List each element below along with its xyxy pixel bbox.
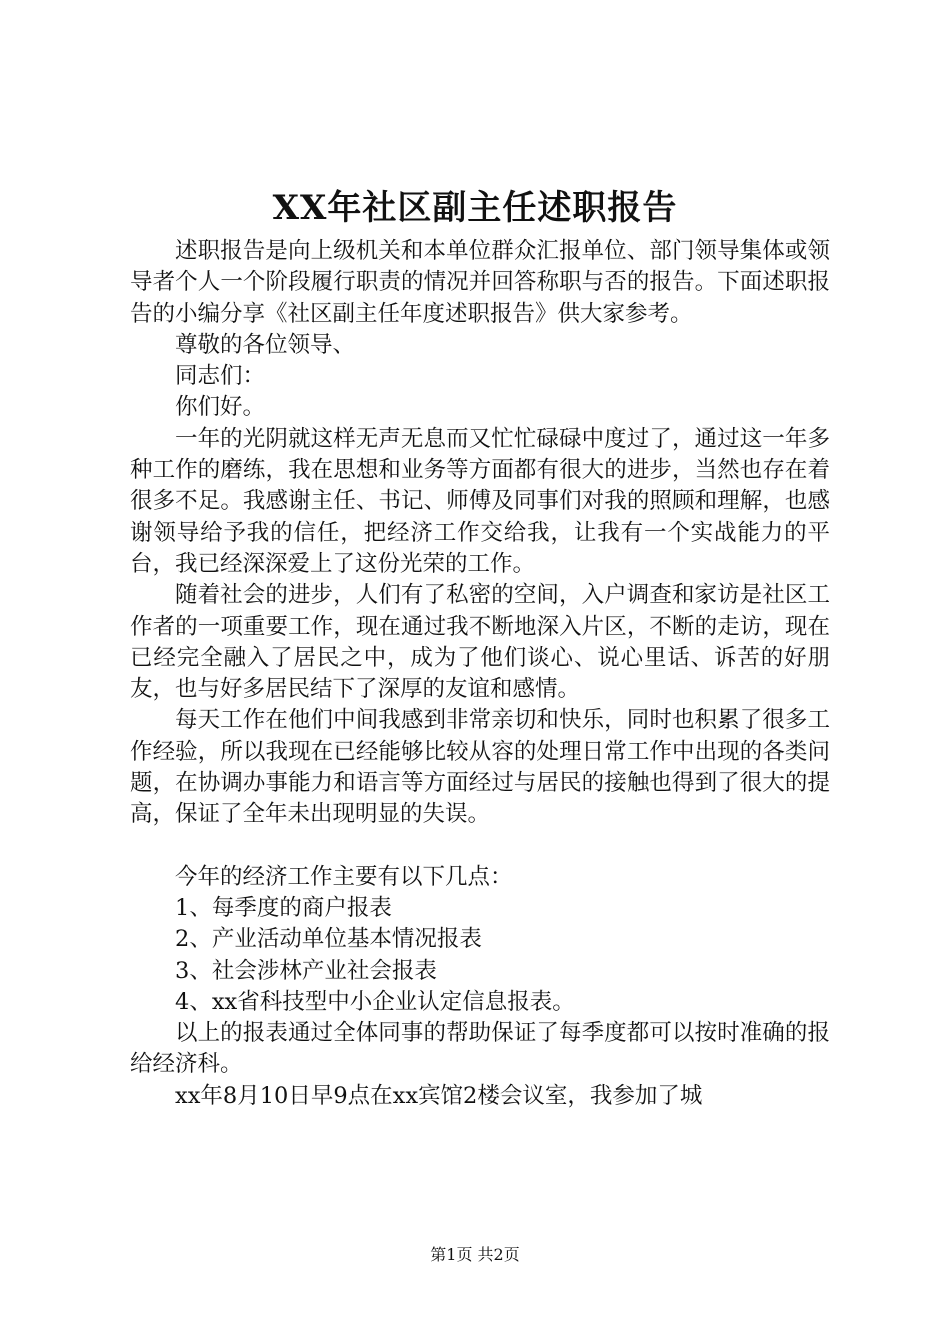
paragraph-salutation-comrades: 同志们： xyxy=(175,363,266,390)
paragraph-reports-summary: 以上的报表通过全体同事的帮助保证了每季度都可以按时准确的报给经济科。 xyxy=(130,1020,830,1078)
list-item-1: 1、每季度的商户报表 xyxy=(175,894,392,921)
list-item-4: 4、xx省科技型中小企业认定信息报表。 xyxy=(175,988,575,1015)
paragraph-daily-work: 每天工作在他们中间我感到非常亲切和快乐，同时也积累了很多工作经验，所以我现在已经能够比较从容的处理日常工作中出现的各类问题，在协调办事能力和语言等方面经过与居民的接触也得到了很大的提高，保证了全年未出现明显的失误。 xyxy=(130,707,830,828)
list-item-3: 3、社会涉林产业社会报表 xyxy=(175,957,437,984)
page-number: 第1页 共2页 xyxy=(430,1245,520,1264)
document-title: XX年社区副主任述职报告 xyxy=(272,188,678,228)
paragraph-year-summary: 一年的光阴就这样无声无息而又忙忙碌碌中度过了，通过这一年多种工作的磨练，我在思想和业务等方面都有很大的进步，当然也存在着很多不足。我感谢主任、书记、师傅及同事们对我的照顾和理解，也感谢领导给予我的信任，把经济工作交给我，让我有一个实战能力的平台，我已经深深爱上了这份光荣的工作。 xyxy=(130,425,830,577)
paragraph-salutation-leaders: 尊敬的各位领导、 xyxy=(175,331,356,358)
paragraph-community-visits: 随着社会的进步，人们有了私密的空间，入户调查和家访是社区工作者的一项重要工作，现在通过我不断地深入片区，不断的走访，现在已经完全融入了居民之中，成为了他们谈心、说心里话、诉苦的好朋友，也与好多居民结下了深厚的友谊和感情。 xyxy=(130,582,830,703)
document-body xyxy=(130,236,830,1112)
paragraph-intro: 述职报告是向上级机关和本单位群众汇报单位、部门领导集体或领导者个人一个阶段履行职责的情况并回答称职与否的报告。下面述职报告的小编分享《社区副主任年度述职报告》供大家参考。 xyxy=(130,238,830,327)
paragraph-meeting: xx年8月10日早9点在xx宾馆2楼会议室，我参加了城 xyxy=(175,1082,703,1109)
paragraph-greeting: 你们好。 xyxy=(175,394,266,421)
list-item-2: 2、产业活动单位基本情况报表 xyxy=(175,926,482,953)
paragraph-economic-work-intro: 今年的经济工作主要有以下几点： xyxy=(175,863,513,890)
